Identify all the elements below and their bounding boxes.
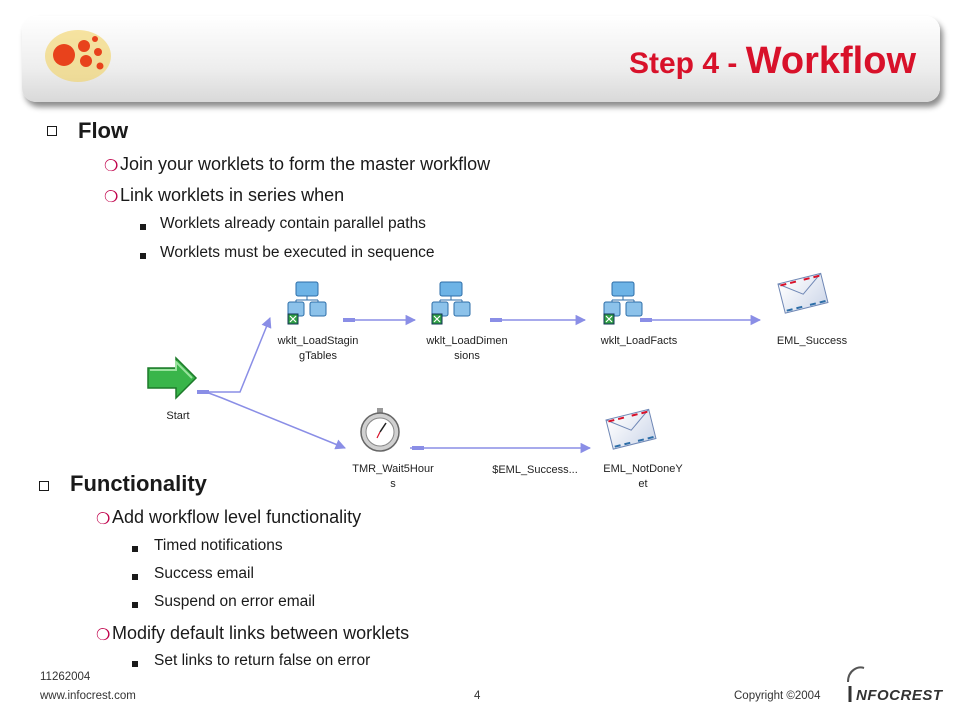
email-envelope-icon[interactable] bbox=[606, 409, 656, 449]
label-line: et bbox=[638, 478, 648, 490]
flow-subitem: Worklets already contain parallel paths bbox=[160, 215, 426, 232]
email-envelope-icon[interactable] bbox=[778, 273, 828, 313]
flow-item: Join your worklets to form the master workflow bbox=[120, 154, 491, 174]
square-bullet-icon bbox=[132, 574, 138, 580]
title-prefix: Step 4 - bbox=[629, 47, 746, 80]
flow-heading: Flow bbox=[78, 118, 129, 143]
task-label-eml-success: EML_Success bbox=[776, 335, 848, 347]
hollow-square-bullet-icon bbox=[39, 481, 49, 491]
flow-item: Link worklets in series when bbox=[120, 185, 345, 205]
worklet-icon[interactable] bbox=[432, 282, 470, 324]
timer-stopwatch-icon[interactable] bbox=[361, 408, 399, 451]
circle-bullet-icon: ❍ bbox=[96, 511, 111, 528]
title-main: Workflow bbox=[745, 40, 916, 82]
label-line: TMR_Wait5Hour bbox=[352, 463, 434, 475]
footer-date: 11262004 bbox=[40, 671, 91, 683]
footer-url[interactable]: www.infocrest.com bbox=[40, 690, 136, 702]
label-line: wklt_LoadDimen bbox=[426, 335, 508, 347]
copyright: Copyright ©2004 bbox=[734, 690, 821, 702]
circle-bullet-icon: ❍ bbox=[96, 627, 111, 644]
functionality-subitem: Set links to return false on error bbox=[154, 652, 371, 669]
worklet-icon[interactable] bbox=[288, 282, 326, 324]
square-bullet-icon bbox=[132, 602, 138, 608]
start-label: Start bbox=[166, 410, 190, 422]
worklet-icon[interactable] bbox=[604, 282, 642, 324]
circle-bullet-icon: ❍ bbox=[104, 158, 119, 175]
circle-bullet-icon: ❍ bbox=[104, 189, 119, 206]
functionality-subitem: Suspend on error email bbox=[154, 593, 316, 610]
task-label-load-dimensions bbox=[412, 334, 522, 364]
label-line: s bbox=[390, 478, 396, 490]
task-label-load-facts: wklt_LoadFacts bbox=[600, 335, 678, 347]
functionality-subitem: Success email bbox=[154, 565, 254, 582]
link-condition-label: $EML_Success... bbox=[492, 464, 578, 476]
functionality-subitem: Timed notifications bbox=[154, 537, 283, 554]
label-line: wklt_LoadStagin bbox=[277, 335, 359, 347]
task-label-load-staging bbox=[268, 334, 368, 364]
square-bullet-icon bbox=[132, 546, 138, 552]
label-line: EML_NotDoneY bbox=[603, 463, 683, 475]
square-bullet-icon bbox=[132, 661, 138, 667]
functionality-item: Add workflow level functionality bbox=[112, 507, 362, 527]
functionality-item: Modify default links between worklets bbox=[112, 623, 410, 643]
flow-subitem: Worklets must be executed in sequence bbox=[160, 244, 435, 261]
task-label-eml-not-done-yet bbox=[588, 462, 698, 492]
infocrest-logo-text: NFOCREST bbox=[856, 687, 943, 704]
functionality-heading: Functionality bbox=[70, 471, 207, 496]
start-arrow-icon[interactable] bbox=[148, 358, 196, 398]
label-line: gTables bbox=[299, 350, 337, 362]
label-line: sions bbox=[454, 350, 480, 362]
timer-label bbox=[338, 462, 448, 492]
page-number: 4 bbox=[474, 690, 481, 702]
